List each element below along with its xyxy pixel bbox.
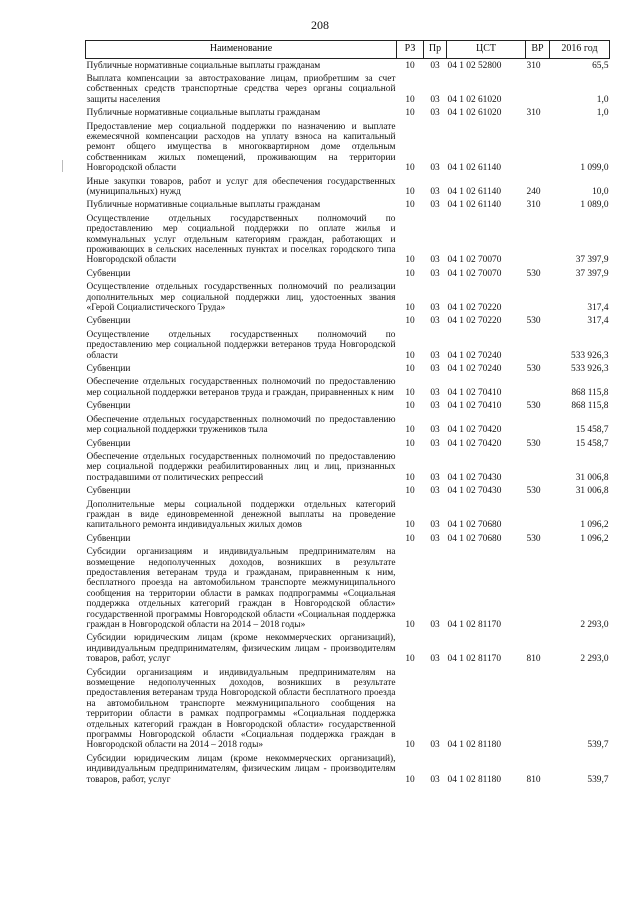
row-pr: 03	[430, 425, 440, 436]
row-vr: 530	[526, 364, 541, 375]
row-name: Публичные нормативные социальные выплаты гражданам	[86, 200, 321, 211]
row-name: Выплата компенсации за автострахование лицам, приобретшим за счет собственных средств транспортные средства через органы социальной защиты населения	[86, 73, 396, 105]
row-rz: 10	[405, 472, 415, 483]
row-amount: 65,5	[592, 60, 609, 71]
row-pr: 03	[430, 472, 440, 483]
row-cst: 04 1 02 81180	[447, 774, 502, 785]
row-amount: 15 458,7	[575, 425, 609, 436]
row-cst: 04 1 02 61140	[447, 200, 502, 211]
row-cst: 04 1 02 61140	[447, 186, 502, 197]
table-row	[86, 400, 610, 413]
row-rz: 10	[405, 200, 415, 211]
row-amount: 1,0	[596, 108, 609, 119]
row-name: Публичные нормативные социальные выплаты гражданам	[86, 60, 321, 71]
row-amount: 539,7	[587, 774, 609, 785]
row-cst: 04 1 02 81170	[447, 654, 502, 665]
row-rz: 10	[405, 740, 415, 751]
budget-table	[85, 40, 610, 787]
row-cst: 04 1 02 61140	[447, 163, 502, 174]
row-vr	[526, 212, 550, 267]
row-cst: 04 1 02 70410	[447, 387, 502, 398]
row-amount: 15 458,7	[575, 438, 609, 449]
table-row	[86, 666, 610, 752]
header-vr: ВР	[526, 41, 550, 59]
row-vr: 810	[526, 654, 541, 665]
row-pr: 03	[430, 60, 440, 71]
row-vr: 530	[526, 438, 541, 449]
row-rz: 10	[405, 654, 415, 665]
row-rz: 10	[405, 401, 415, 412]
row-rz: 10	[405, 268, 415, 279]
table-row	[86, 450, 610, 484]
row-vr	[526, 328, 550, 362]
table-row	[86, 498, 610, 532]
row-rz: 10	[405, 255, 415, 266]
row-name: Субсидии организациям и индивидуальным предпринимателям на возмещение недополученных доходов, возникших в результате предоставления ветеранам труда и гражданам, приравненным к ним, бесплатного проезда на автомобильном транспорте межмуниципального сообщения на территории области в рамках подпрограммы «Социальная поддержка отдельных категорий граждан в Новгородской области» государственной программы Новгородской области «Социальная поддержка граждан в Новгородской области на 2014 – 2018 годы»	[86, 547, 396, 630]
row-name: Дополнительные меры социальной поддержки отдельных категорий граждан в виде единовременной денежной выплаты на проведение капитального ремонта индивидуальных жилых домов	[86, 499, 396, 531]
table-row	[86, 485, 610, 498]
row-amount: 1 089,0	[580, 200, 609, 211]
row-amount: 533 926,3	[571, 364, 609, 375]
row-rz: 10	[405, 350, 415, 361]
row-cst: 04 1 02 70220	[447, 303, 502, 314]
row-name: Осуществление отдельных государственных полномочий по предоставлению мер социальной поддержки по оплате жилья и коммунальных услуг отдельным категориям граждан, работающих и проживающих в сельских населенных пунктах и поселках городского типа Новгородской области	[86, 213, 396, 266]
table-row	[86, 532, 610, 545]
row-name: Субсидии юридическим лицам (кроме некоммерческих организаций), индивидуальным предпринимателям, физическим лицам - производителям товаров, работ, услуг	[86, 633, 396, 665]
row-name: Субвенции	[86, 268, 131, 279]
row-pr: 03	[430, 255, 440, 266]
row-pr: 03	[430, 350, 440, 361]
row-amount: 1 099,0	[580, 163, 609, 174]
row-pr: 03	[430, 620, 440, 630]
row-vr	[526, 666, 550, 752]
row-cst: 04 1 02 70680	[447, 520, 502, 531]
row-cst: 04 1 02 70070	[447, 255, 502, 266]
table-row	[86, 120, 610, 175]
row-pr: 03	[430, 303, 440, 314]
row-rz: 10	[405, 486, 415, 497]
row-name: Субвенции	[86, 486, 131, 497]
row-rz: 10	[405, 163, 415, 174]
row-cst: 04 1 02 70240	[447, 364, 502, 375]
row-amount: 31 006,8	[575, 472, 609, 483]
table-row	[86, 107, 610, 120]
row-rz: 10	[405, 438, 415, 449]
row-cst: 04 1 02 61020	[447, 94, 502, 105]
row-pr: 03	[430, 163, 440, 174]
row-cst: 04 1 02 81180	[447, 740, 502, 751]
row-amount: 37 397,9	[575, 255, 609, 266]
row-cst: 04 1 02 70220	[447, 316, 502, 327]
row-pr: 03	[430, 108, 440, 119]
page-number: 208	[311, 18, 329, 32]
table-row	[86, 632, 610, 666]
row-name: Субсидии юридическим лицам (кроме некоммерческих организаций), индивидуальным предпринимателям, физическим лицам - производителям товаров, работ, услуг	[86, 753, 396, 785]
row-name: Субвенции	[86, 533, 131, 544]
row-pr: 03	[430, 520, 440, 531]
row-vr: 530	[526, 316, 541, 327]
row-pr: 03	[430, 186, 440, 197]
row-vr	[526, 498, 550, 532]
row-vr	[526, 413, 550, 437]
row-rz: 10	[405, 186, 415, 197]
row-amount: 1 096,2	[580, 520, 609, 531]
row-pr: 03	[430, 94, 440, 105]
table-row	[86, 281, 610, 315]
table-row	[86, 328, 610, 362]
row-name: Предоставление мер социальной поддержки по назначению и выплате ежемесячной компенсации расходов на уплату взноса на капитальный ремонт общего имущества в многоквартирном доме отдельным собственникам жилых помещений, проживающим на территории Новгородской области	[86, 121, 396, 174]
row-pr: 03	[430, 364, 440, 375]
row-rz: 10	[405, 60, 415, 71]
row-rz: 10	[405, 533, 415, 544]
row-amount: 37 397,9	[575, 268, 609, 279]
table-body	[86, 59, 610, 787]
table-row	[86, 199, 610, 212]
row-amount: 1,0	[596, 94, 609, 105]
header-amount: 2016 год	[550, 41, 610, 59]
row-amount: 868 115,8	[571, 387, 609, 398]
row-amount: 2 293,0	[580, 620, 609, 630]
row-pr: 03	[430, 654, 440, 665]
row-rz: 10	[405, 364, 415, 375]
row-vr: 810	[526, 774, 541, 785]
row-rz: 10	[405, 387, 415, 398]
row-amount: 31 006,8	[575, 486, 609, 497]
row-name: Осуществление отдельных государственных полномочий по предоставлению мер социальной поддержки ветеранов труда Новгородской области	[86, 329, 396, 361]
row-vr: 530	[526, 486, 541, 497]
row-rz: 10	[405, 108, 415, 119]
row-cst: 04 1 02 70070	[447, 268, 502, 279]
row-cst: 04 1 02 70680	[447, 533, 502, 544]
row-name: Обеспечение отдельных государственных полномочий по предоставлению мер социальной поддержки тружеников тыла	[86, 414, 396, 436]
table-row	[86, 267, 610, 280]
row-pr: 03	[430, 200, 440, 211]
row-vr	[526, 120, 550, 175]
table-row	[86, 72, 610, 106]
row-pr: 03	[430, 533, 440, 544]
row-cst: 04 1 02 70420	[447, 425, 502, 436]
row-rz: 10	[405, 425, 415, 436]
table-row	[86, 413, 610, 437]
row-cst: 04 1 02 61020	[447, 108, 502, 119]
row-vr	[526, 376, 550, 400]
row-name: Иные закупки товаров, работ и услуг для обеспечения государственных (муниципальных) нужд	[86, 176, 396, 197]
row-vr	[526, 281, 550, 315]
row-pr: 03	[430, 401, 440, 412]
header-pr: Пр	[424, 41, 447, 59]
row-name: Субвенции	[86, 316, 131, 327]
row-cst: 04 1 02 70420	[447, 438, 502, 449]
row-amount: 10,0	[592, 186, 609, 197]
table-row	[86, 546, 610, 632]
row-amount: 1 096,2	[580, 533, 609, 544]
row-name: Обеспечение отдельных государственных полномочий по предоставлению мер социальной поддержки ветеранов труда и граждан, приравненных к ним	[86, 377, 396, 398]
row-vr	[526, 546, 550, 632]
row-name: Субвенции	[86, 438, 131, 449]
row-amount: 317,4	[587, 303, 609, 314]
table-row	[86, 752, 610, 786]
row-cst: 04 1 02 70430	[447, 472, 502, 483]
row-cst: 04 1 02 70430	[447, 486, 502, 497]
margin-mark	[62, 160, 63, 172]
row-cst: 04 1 02 70240	[447, 350, 502, 361]
row-amount: 539,7	[587, 740, 609, 751]
row-rz: 10	[405, 303, 415, 314]
table-header-row	[86, 41, 610, 59]
row-amount: 533 926,3	[571, 350, 609, 361]
row-vr: 310	[526, 108, 541, 119]
row-amount: 317,4	[587, 316, 609, 327]
header-name: Наименование	[86, 41, 397, 59]
row-pr: 03	[430, 316, 440, 327]
row-pr: 03	[430, 486, 440, 497]
row-vr: 310	[526, 60, 541, 71]
row-name: Публичные нормативные социальные выплаты гражданам	[86, 108, 321, 119]
row-vr	[526, 72, 550, 106]
row-vr: 530	[526, 268, 541, 279]
row-rz: 10	[405, 520, 415, 531]
table-row	[86, 212, 610, 267]
row-cst: 04 1 02 70410	[447, 401, 502, 412]
table-row	[86, 59, 610, 73]
header-cst: ЦСТ	[447, 41, 526, 59]
row-name: Субвенции	[86, 401, 131, 412]
row-name: Обеспечение отдельных государственных полномочий по предоставлению мер социальной поддержки реабилитированных лиц и лиц, признанных пострадавшими от политических репрессий	[86, 451, 396, 483]
row-vr: 530	[526, 401, 541, 412]
row-pr: 03	[430, 774, 440, 785]
row-vr: 240	[526, 186, 541, 197]
row-cst: 04 1 02 81170	[447, 620, 502, 630]
row-rz: 10	[405, 774, 415, 785]
row-vr	[526, 450, 550, 484]
table-row	[86, 175, 610, 199]
table-row	[86, 437, 610, 450]
table-row	[86, 315, 610, 328]
row-pr: 03	[430, 387, 440, 398]
row-vr: 310	[526, 200, 541, 211]
header-rz: РЗ	[397, 41, 424, 59]
row-pr: 03	[430, 438, 440, 449]
row-name: Субвенции	[86, 364, 131, 375]
row-pr: 03	[430, 268, 440, 279]
row-amount: 868 115,8	[571, 401, 609, 412]
row-cst: 04 1 02 52800	[447, 60, 502, 71]
table-row	[86, 376, 610, 400]
row-name: Субсидии организациям и индивидуальным предпринимателям на возмещение недополученных доходов, возникших в результате предоставления ветеранам труда Новгородской области бесплатного проезда на автомобильном транспорте межмуниципального сообщения на территории области в рамках подпрограммы «Социальная поддержка отдельных категорий граждан в Новгородской области» государственной программы Новгородской области «Социальная поддержка граждан в Новгородской области на 2014 – 2018 годы»	[86, 667, 396, 751]
row-rz: 10	[405, 620, 415, 630]
row-vr: 530	[526, 533, 541, 544]
row-rz: 10	[405, 94, 415, 105]
row-rz: 10	[405, 316, 415, 327]
row-amount: 2 293,0	[580, 654, 609, 665]
table-row	[86, 363, 610, 376]
row-name: Осуществление отдельных государственных полномочий по реализации дополнительных мер социальной поддержки лиц, удостоенных звания «Герой Социалистического Труда»	[86, 282, 396, 314]
row-pr: 03	[430, 740, 440, 751]
